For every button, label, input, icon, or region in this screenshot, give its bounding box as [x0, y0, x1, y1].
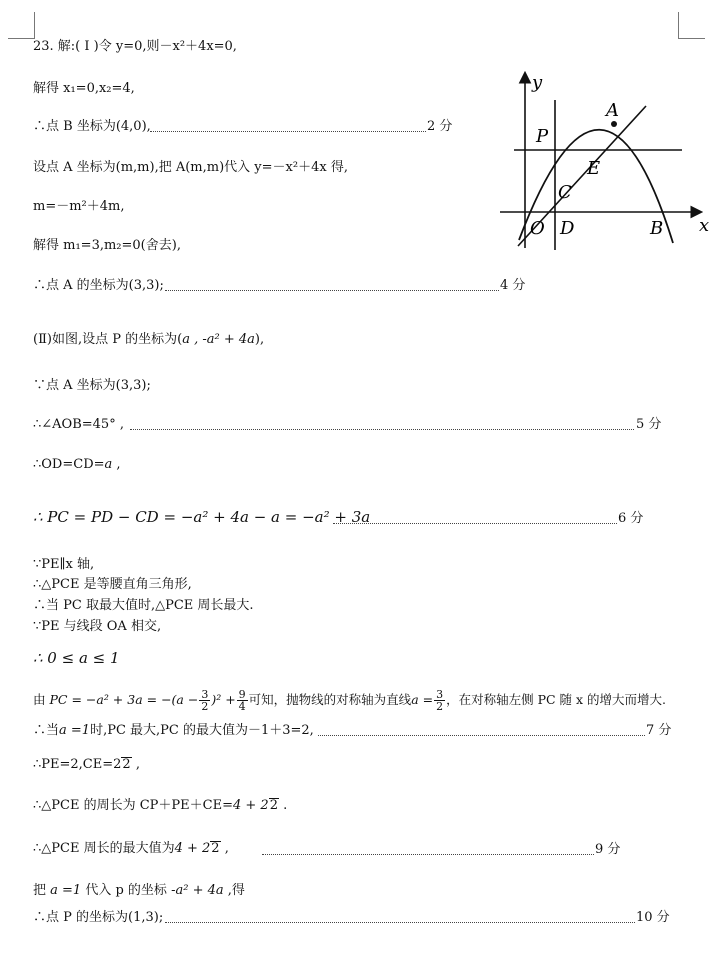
score-mark: 9 分: [595, 842, 621, 857]
math-expression: 4 + 2: [174, 841, 211, 856]
label-o: O: [530, 218, 545, 239]
dot-leader: [262, 854, 594, 855]
dot-leader: [150, 131, 426, 132]
solution-line-15: ∴当 PC 取最大值时,△PCE 周长最大.: [33, 598, 254, 613]
solution-line-8: [33, 331, 264, 349]
text-segment: ，在对称轴左侧 PC 随 x 的增大而增大.: [446, 692, 666, 707]
text-segment: ,: [220, 841, 229, 856]
score-mark: 6 分: [618, 511, 644, 526]
square-root: 2: [211, 841, 220, 856]
text-segment: ,: [112, 457, 121, 472]
solution-line-20: [33, 756, 140, 774]
math-expression: -a² + 4a: [171, 883, 224, 898]
solution-line-2: 解得 x₁=0,x₂=4,: [33, 81, 135, 96]
text-segment: ∴当: [33, 723, 60, 738]
fraction-numerator: 3: [436, 688, 444, 701]
text-segment: 把: [33, 883, 47, 898]
text-segment: ∴△PCE 周长的最大值为: [33, 841, 175, 856]
label-y: y: [532, 72, 543, 93]
fraction-numerator: 9: [238, 688, 246, 701]
label-c: C: [558, 182, 572, 203]
math-expression: a =: [411, 692, 434, 707]
dot-leader: [318, 735, 645, 736]
text-segment: ∴PE=2,CE=2: [33, 757, 122, 772]
label-p: P: [536, 126, 549, 147]
score-mark: 4 分: [500, 278, 526, 293]
math-expression: a , -a² + 4a: [182, 332, 255, 347]
dot-leader: [165, 290, 499, 291]
solution-line-16: ∵PE 与线段 OA 相交,: [33, 619, 162, 634]
math-expression: a =1: [50, 883, 82, 898]
label-e: E: [587, 158, 601, 179]
solution-line-11: [33, 456, 121, 474]
dot-leader: [165, 922, 635, 923]
text-segment: (Ⅱ)如图,设点 P 的坐标为(: [33, 332, 183, 347]
fraction-numerator: 3: [201, 688, 209, 701]
text-segment: 时,PC 最大,PC 的最大值为－1＋3=2,: [90, 723, 314, 738]
fraction-denominator: 2: [201, 700, 209, 713]
solution-line-3: ∴点 B 坐标为(4,0),: [33, 119, 151, 134]
solution-line-22: [33, 840, 229, 858]
score-mark: 5 分: [636, 417, 662, 432]
text-segment: 可知，抛物线的对称轴为直线: [248, 692, 412, 707]
page-corner-mark-right: [678, 12, 705, 39]
fraction: [434, 689, 445, 712]
text-segment: 由: [33, 692, 46, 707]
solution-line-7: ∴点 A 的坐标为(3,3);: [33, 278, 164, 293]
math-expression: )² +: [211, 692, 236, 707]
square-root: 2: [122, 757, 131, 772]
label-x: x: [699, 215, 710, 236]
fraction-denominator: 2: [436, 700, 444, 713]
solution-line-10: ∴∠AOB=45° ,: [33, 417, 124, 432]
solution-line-23: [33, 882, 245, 900]
solution-line-6: 解得 m₁=3,m₂=0(舍去),: [33, 238, 181, 253]
text-segment: ,: [131, 757, 140, 772]
score-mark: 7 分: [646, 723, 672, 738]
page-corner-mark-left: [8, 12, 35, 39]
text-segment: 代入 p 的坐标: [85, 883, 167, 898]
text-segment: ),: [254, 332, 265, 347]
solution-line-24: ∴点 P 的坐标为(1,3);: [33, 910, 164, 925]
square-root: 2: [269, 798, 278, 813]
dot-leader: [130, 429, 634, 430]
label-d: D: [560, 218, 575, 239]
solution-line-18: [33, 685, 666, 715]
text-segment: ,得: [223, 883, 245, 898]
label-a: A: [606, 100, 619, 121]
dot-leader: [333, 523, 617, 524]
text-segment: ∴OD=CD=: [33, 457, 105, 472]
solution-line-14: ∴△PCE 是等腰直角三角形,: [33, 577, 192, 592]
solution-line-5: m=－m²＋4m,: [33, 199, 125, 214]
score-mark: 2 分: [427, 119, 453, 134]
label-b: B: [650, 218, 664, 239]
parabola-figure: [500, 68, 715, 258]
solution-line-1: 23. 解:( I )令 y=0,则－x²＋4x=0,: [33, 39, 237, 54]
fraction-denominator: 4: [238, 700, 246, 713]
fraction: [199, 689, 210, 712]
solution-line-17: ∴ 0 ≤ a ≤ 1: [33, 649, 120, 667]
point-a-dot: [611, 121, 617, 127]
score-mark: 10 分: [636, 910, 670, 925]
text-segment: .: [278, 798, 288, 813]
math-expression: a =1: [59, 723, 91, 738]
math-expression: a: [104, 457, 113, 472]
solution-line-4: 设点 A 坐标为(m,m),把 A(m,m)代入 y=－x²＋4x 得,: [33, 160, 348, 175]
solution-line-13: ∵PE∥x 轴,: [33, 557, 95, 572]
solution-line-19: [33, 722, 314, 740]
solution-line-9: ∵点 A 坐标为(3,3);: [33, 378, 151, 393]
fraction: [237, 689, 248, 712]
text-segment: ∴△PCE 的周长为 CP＋PE＋CE=: [33, 798, 233, 813]
math-expression: 4 + 2: [232, 798, 269, 813]
math-expression: PC = −a² + 3a = −(a −: [49, 692, 199, 707]
solution-line-21: [33, 797, 287, 815]
solution-line-12: ∴ PC = PD − CD = −a² + 4a − a = −a² + 3a: [33, 508, 371, 526]
